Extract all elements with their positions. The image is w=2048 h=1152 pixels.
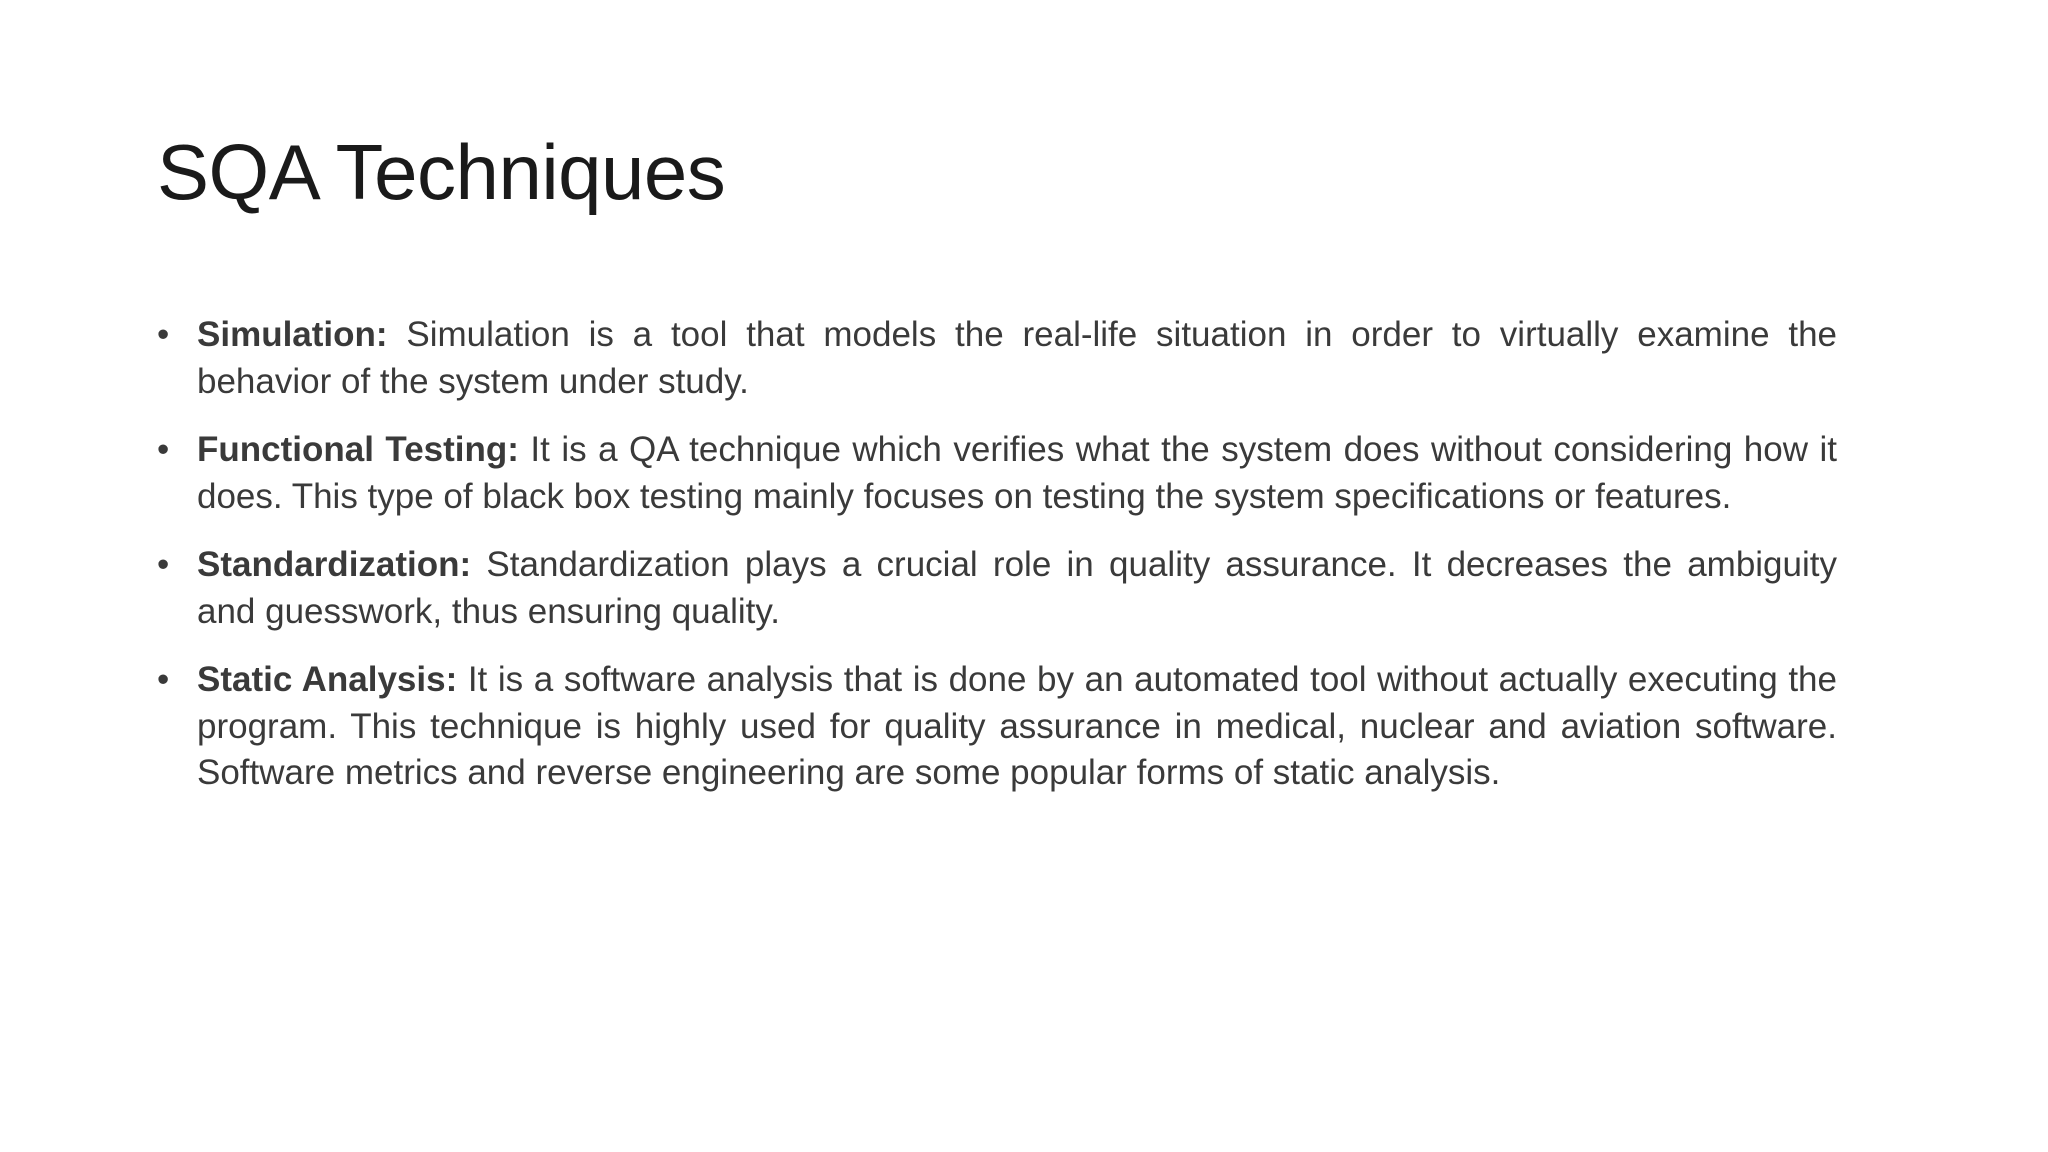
bullet-term: Functional Testing: <box>197 430 519 469</box>
slide-title: SQA Techniques <box>157 128 726 216</box>
bullet-text: It is a software analysis that is done by an automated tool without actually executing the program. This technique is highly used for quality assurance in medical, nuclear and aviation software. Software metrics and reverse engineering are some popular forms of static analysis. <box>197 660 1837 792</box>
bullet-text: Simulation is a tool that models the real-life situation in order to virtually examine the behavior of the system under study. <box>197 315 1837 401</box>
bullet-icon: • <box>157 430 170 469</box>
bullet-icon: • <box>157 315 170 354</box>
bullet-text: It is a QA technique which verifies what the system does without considering how it does. This type of black box testing mainly focuses on testing the system specifications or features. <box>197 430 1837 516</box>
bullet-text: Standardization plays a crucial role in quality assurance. It decreases the ambiguity and guesswork, thus ensuring quality. <box>197 545 1837 631</box>
bullet-term: Simulation: <box>197 315 388 354</box>
bullet-item-static-analysis <box>157 657 1837 797</box>
bullet-list <box>157 312 1837 819</box>
bullet-item-standardization <box>157 542 1837 635</box>
bullet-icon: • <box>157 545 170 584</box>
bullet-term: Standardization: <box>197 545 472 584</box>
bullet-item-functional-testing <box>157 427 1837 520</box>
bullet-term: Static Analysis: <box>197 660 458 699</box>
bullet-item-simulation <box>157 312 1837 405</box>
bullet-icon: • <box>157 660 170 699</box>
